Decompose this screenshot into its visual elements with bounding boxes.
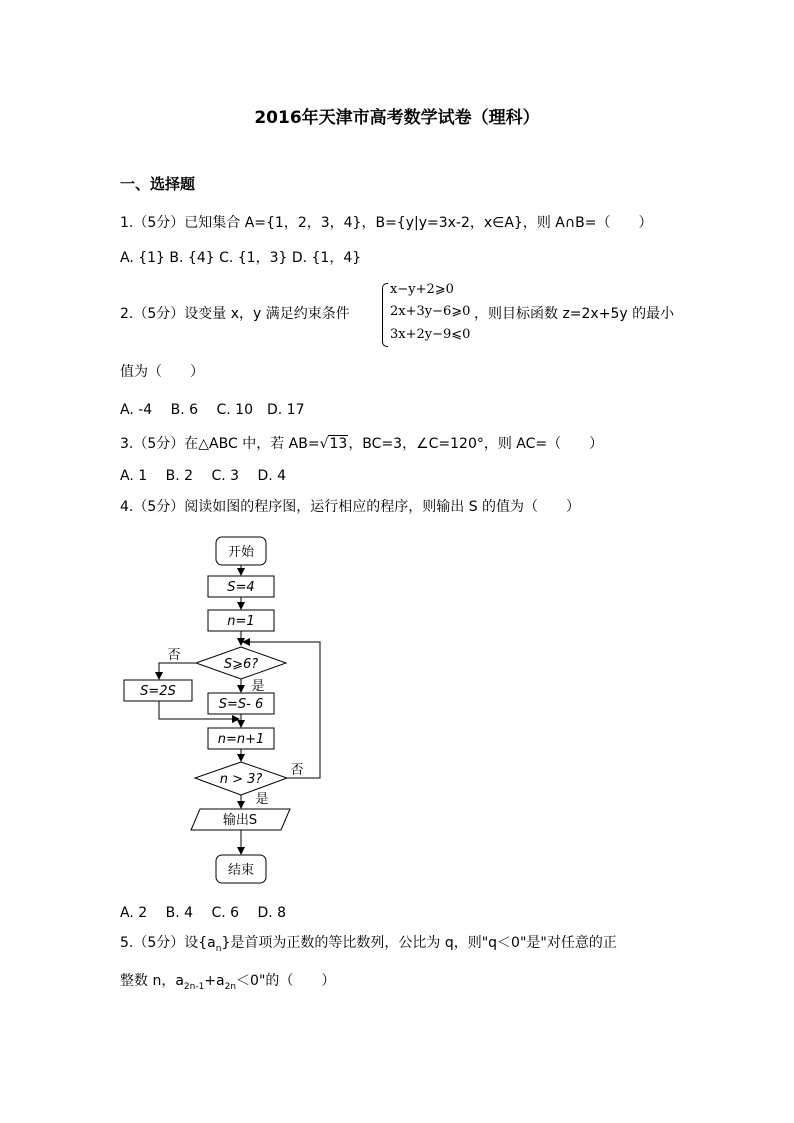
- s-minus-label: S=S- 6: [218, 697, 264, 712]
- cond2-no-label: 否: [290, 763, 304, 778]
- output-label: 输出S: [222, 813, 258, 828]
- q2-stem-c: 值为（ ）: [120, 364, 204, 380]
- cond1-no-label: 否: [167, 648, 181, 663]
- cond2-label: n > 3?: [219, 772, 263, 787]
- s-double-label: S=2S: [140, 684, 176, 699]
- init-s-label: S=4: [227, 580, 255, 595]
- q4-stem: 4.（5分）阅读如图的程序图，运行相应的程序，则输出 S 的值为（ ）: [120, 499, 581, 515]
- q5-line2-c: ＜0"的（ ）: [236, 973, 336, 989]
- q2-condition-1: x−y+2⩾0: [390, 282, 454, 297]
- page-title: 2016年天津市高考数学试卷（理科）: [254, 108, 540, 128]
- q2-stem-b: ，则目标函数 z=2x+5y 的最小: [474, 306, 675, 322]
- q3-stem-a: 3.（5分）在△ABC 中，若 AB=: [120, 436, 320, 452]
- q4-options: A. 2 B. 4 C. 6 D. 8: [120, 905, 287, 921]
- cond1-label: S⩾6?: [223, 657, 259, 672]
- q2-stem-a: 2.（5分）设变量 x，y 满足约束条件: [120, 306, 350, 322]
- cond1-yes-label: 是: [251, 679, 265, 694]
- cond2-yes-label: 是: [255, 792, 269, 807]
- sqrt-icon: √: [319, 436, 329, 452]
- end-label: 结束: [227, 863, 255, 878]
- start-label: 开始: [227, 545, 255, 560]
- q3-options: A. 1 B. 2 C. 3 D. 4: [120, 468, 287, 484]
- q1-stem: 1.（5分）已知集合 A={1，2，3，4}，B={y|y=3x-2，x∈A}，则 A∩B=（ ）: [120, 215, 653, 231]
- q5-stem-a: 5.（5分）设{a: [120, 935, 216, 951]
- q5-line2-a: 整数 n，a: [120, 973, 184, 989]
- q3-stem-b: ，BC=3，∠C=120°，则 AC=（ ）: [348, 436, 604, 452]
- cond1-no-line: [159, 663, 196, 679]
- q5-stem-b: }是首项为正数的等比数列，公比为 q，则"q＜0"是"对任意的正: [221, 935, 617, 951]
- q5-stem-line1: [120, 933, 617, 953]
- q5-subscript-2n: 2n: [224, 981, 237, 992]
- q5-stem-line2: [120, 971, 335, 991]
- q1-options: A. {1} B. {4} C. {1，3} D. {1，4}: [120, 250, 362, 266]
- n-inc-label: n=n+1: [217, 732, 265, 747]
- init-n-label: n=1: [227, 614, 255, 629]
- q2-options: A. -4 B. 6 C. 10 D. 17: [120, 402, 305, 418]
- q5-subscript-n: n: [215, 943, 222, 954]
- q3-sqrt-value: 13: [329, 436, 348, 452]
- q2-condition-3: 3x+2y−9⩽0: [390, 327, 471, 342]
- q5-line2-b: +a: [204, 973, 225, 989]
- q5-subscript-2n-1: 2n-1: [183, 981, 205, 992]
- section-heading: 一、选择题: [120, 175, 196, 193]
- q2-condition-2: 2x+3y−6⩾0: [390, 304, 471, 319]
